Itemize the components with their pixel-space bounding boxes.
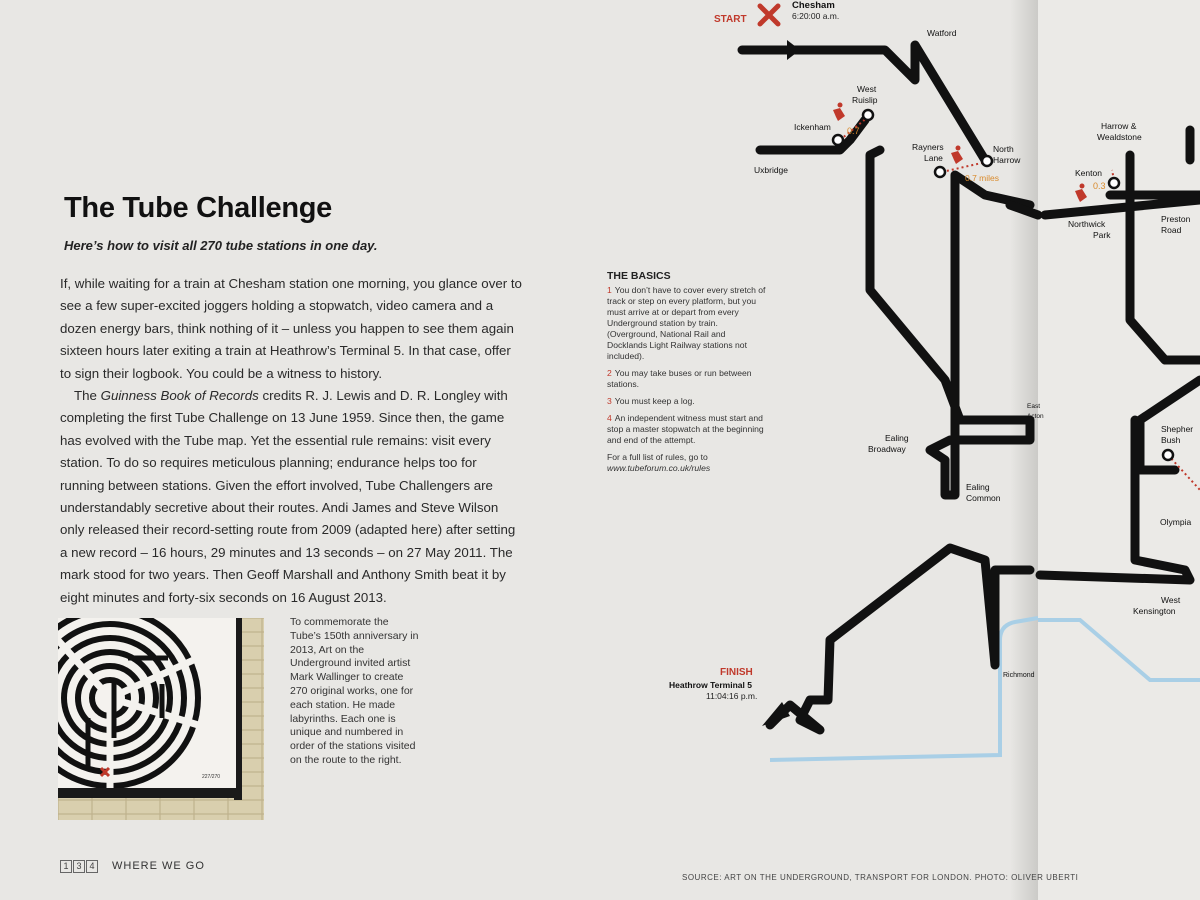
- finish-label: FINISH: [720, 667, 753, 678]
- basics-heading: THE BASICS: [607, 270, 671, 282]
- label-shepherds-bush: Shepher: [1161, 424, 1194, 434]
- label-ickenham: Ickenham: [794, 122, 831, 132]
- label-north-harrow: North: [993, 144, 1014, 154]
- route-line: [1040, 130, 1200, 580]
- svg-text:Wealdstone: Wealdstone: [1097, 132, 1142, 142]
- rule-3: 3 You must keep a log.: [607, 396, 695, 406]
- book-title: Guinness Book of Records: [100, 388, 259, 404]
- svg-text:Road: Road: [1161, 225, 1182, 235]
- label-preston-road: Preston: [1161, 214, 1191, 224]
- start-cross-icon: [760, 6, 778, 24]
- rules-footnote: For a full list of rules, go to www.tubeforum.co.uk/rules: [607, 452, 711, 473]
- finish-time: 11:04:16 p.m.: [706, 691, 758, 701]
- paragraph-2: The Guinness Book of Records credits R. J. Lewis and D. R. Longley with completing the first Tube Challenge on 13 June 1959. Since then, the game has evolved with the Tube map. Yet the essential rule remains: visit every station. To do so requires meticulous planning; endurance helps too for running between stations. Given the effort involved, Tube Challengers are understandably secretive about their routes. Andi James and Steve Wilson only released their record-setting route from 2009 (adapted here) after setting a new record – 16 hours, 29 minutes and 13 seconds – on 27 May 2011. The mark stood for two years. Then Geoff Marshall and Anthony Smith beat it by eight minutes and forty-six seconds on 16 August 2013.: [60, 388, 516, 605]
- label-harrow-wealdstone: Harrow &: [1101, 121, 1137, 131]
- label-richmond: Richmond: [1003, 672, 1035, 679]
- label-watford: Watford: [927, 28, 957, 38]
- article-subtitle: Here’s how to visit all 270 tube stations in one day.: [64, 238, 378, 253]
- station-shepherds-bush: [1163, 450, 1173, 460]
- station-north-harrow: [982, 156, 992, 166]
- label-west-kensington: West: [1161, 595, 1181, 605]
- label-uxbridge: Uxbridge: [754, 165, 789, 175]
- svg-text:Lane: Lane: [924, 153, 943, 163]
- svg-text:Acton: Acton: [1027, 413, 1044, 420]
- photo-caption: To commemorate the Tube’s 150th anniversary in 2013, Art on the Underground invited artist Mark Wallinger to create 270 original works, one for each station. He made labyrinths. Each one is unique and numbered in order of the stations visited on the route to the right.: [290, 616, 419, 766]
- page-number: 1 3 4: [60, 860, 98, 873]
- walk-distance-kenton: 0.3: [1093, 181, 1106, 191]
- start-time: 6:20:00 a.m.: [792, 11, 840, 21]
- svg-text:Bush: Bush: [1161, 435, 1181, 445]
- article-title: The Tube Challenge: [64, 192, 332, 224]
- station-rayners-lane: [935, 167, 945, 177]
- svg-text:Ruislip: Ruislip: [852, 95, 878, 105]
- river: [1038, 620, 1200, 680]
- label-northwick-park: Northwick: [1068, 219, 1106, 229]
- rules-link[interactable]: www.tubeforum.co.uk/rules: [607, 463, 711, 473]
- start-arrow: [787, 40, 800, 60]
- station-west-ruislip: [863, 110, 873, 120]
- rule-2: 2 You may take buses or run between stations.: [607, 368, 752, 389]
- rule-4: 4 An independent witness must start and stop a master stopwatch at the beginning and end of the attempt.: [607, 413, 764, 445]
- label-rayners-lane: Rayners: [912, 142, 944, 152]
- source-credit: SOURCE: ART ON THE UNDERGROUND, TRANSPORT FOR LONDON. PHOTO: OLIVER UBERTI: [682, 873, 1079, 882]
- svg-text:Park: Park: [1093, 230, 1111, 240]
- label-east-acton: East: [1027, 403, 1041, 410]
- station-ickenham: [833, 135, 843, 145]
- label-ealing-broadway: Ealing: [885, 433, 909, 443]
- walk-distance-ickenham: 0.7: [847, 126, 860, 136]
- walk-distance-rayners: 0.7 miles: [965, 173, 1000, 183]
- start-station: Chesham: [792, 0, 835, 11]
- label-kenton: Kenton: [1075, 168, 1102, 178]
- label-olympia: Olympia: [1160, 517, 1192, 527]
- start-label: START: [714, 14, 747, 25]
- label-ealing-common: Ealing: [966, 482, 990, 492]
- svg-text:Common: Common: [966, 493, 1001, 503]
- rule-1: 1 You don’t have to cover every stretch of track or step on every platform, but you must arrive at or depart from every Underground station by train. (Overground, National Rail and Docklands Light Railway stations not included).: [607, 285, 766, 361]
- finish-station: Heathrow Terminal 5: [669, 680, 752, 690]
- paragraph-1: If, while waiting for a train at Chesham station one morning, you glance over to see a few super-excited joggers holding a stopwatch, video camera and a dozen energy bars, think nothing of it – unless you happen to see them again sixteen hours later exiting a train at Heathrow’s Terminal 5. In that case, offer to sign their logbook. You could be a witness to history.: [60, 276, 522, 381]
- label-west-ruislip: West: [857, 84, 877, 94]
- svg-text:Broadway: Broadway: [868, 444, 906, 454]
- station-kenton: [1109, 178, 1119, 188]
- artwork-number: 227/270: [202, 774, 221, 780]
- section-label: WHERE WE GO: [112, 860, 205, 872]
- svg-text:Harrow: Harrow: [993, 155, 1021, 165]
- svg-text:Kensington: Kensington: [1133, 606, 1176, 616]
